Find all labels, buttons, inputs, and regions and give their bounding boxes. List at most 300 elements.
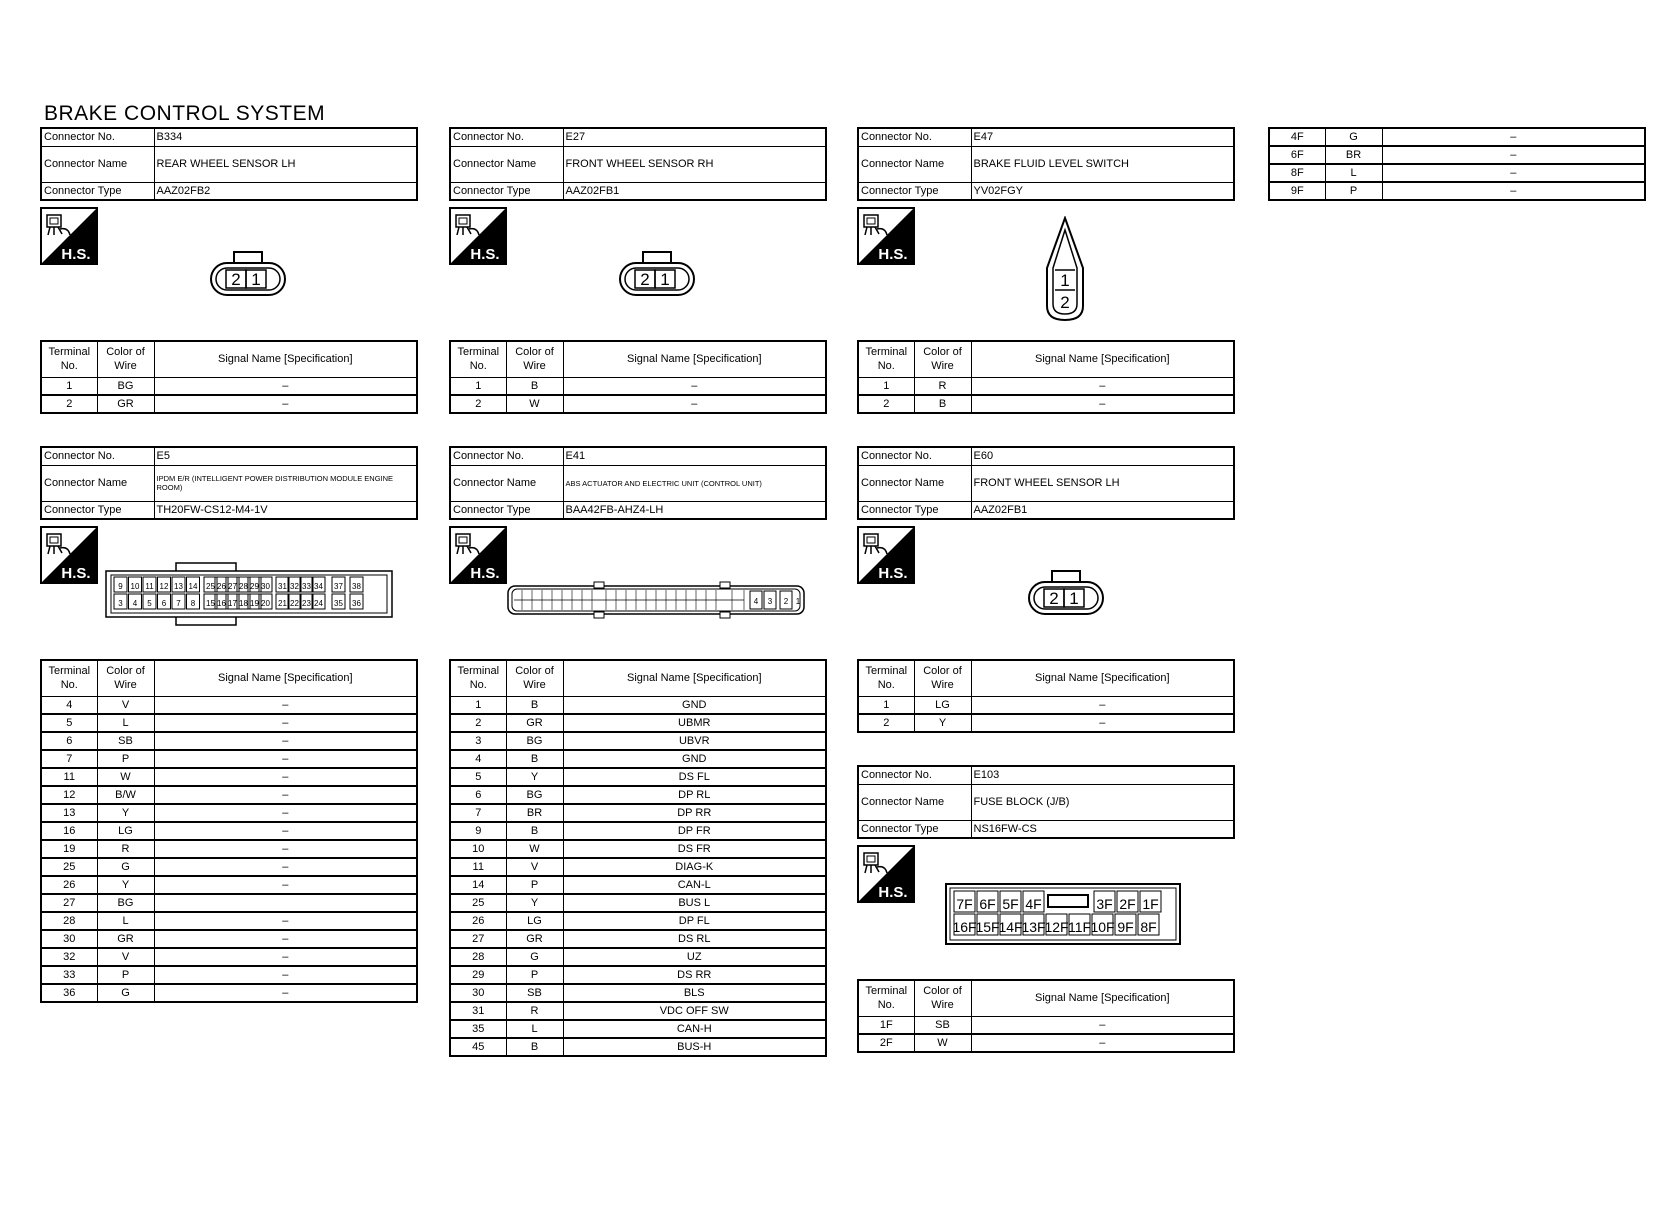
signal-name-cell: –: [154, 714, 417, 732]
cavity-label: 20: [261, 599, 270, 608]
table-row: [41, 912, 417, 930]
terminal-no-cell: 30: [41, 930, 97, 948]
terminal-no-cell: 5: [41, 714, 97, 732]
connector-no-label: Connector No.: [41, 128, 154, 146]
signal-name-cell: UBVR: [563, 732, 826, 750]
table-row: [450, 930, 826, 948]
terminal-no-cell: 1: [41, 377, 97, 395]
hs-label: H.S.: [878, 246, 908, 263]
connector-type-value: AAZ02FB2: [154, 182, 417, 200]
table-row: [41, 894, 417, 912]
pin-table-e27: [449, 340, 827, 414]
cavity-label: 1: [251, 270, 261, 289]
cavity-label: 11: [145, 582, 154, 591]
signal-name-header: Signal Name [Specification]: [563, 660, 826, 696]
terminal-no-header: Terminal No.: [41, 660, 97, 696]
terminal-no-header: Terminal No.: [450, 341, 506, 377]
table-row: [1269, 146, 1645, 164]
signal-name-header: Signal Name [Specification]: [563, 341, 826, 377]
cavity-label: 23: [302, 599, 311, 608]
wire-color-cell: G: [97, 984, 154, 1002]
terminal-no-cell: 33: [41, 966, 97, 984]
terminal-no-cell: 36: [41, 984, 97, 1002]
signal-name-header: Signal Name [Specification]: [971, 341, 1234, 377]
table-row: [41, 984, 417, 1002]
cavity-label: 31: [278, 582, 287, 591]
table-row: [450, 840, 826, 858]
signal-name-cell: CAN-L: [563, 876, 826, 894]
cavity-label: 26: [217, 582, 226, 591]
terminal-no-cell: 9: [450, 822, 506, 840]
wire-color-cell: Y: [506, 894, 563, 912]
cavity-label: 10F: [1090, 919, 1115, 935]
signal-name-cell: DS RL: [563, 930, 826, 948]
pin-table-e60: [857, 659, 1235, 733]
signal-name-cell: DS RR: [563, 966, 826, 984]
cavity-label: 2: [231, 270, 241, 289]
terminal-no-cell: 2: [858, 395, 914, 413]
table-row: [41, 948, 417, 966]
table-row: [450, 1038, 826, 1056]
cavity-label: 29: [250, 582, 259, 591]
cavity-label: 4: [132, 599, 138, 608]
signal-name-cell: –: [154, 395, 417, 413]
connector-face-e60: [1026, 568, 1106, 618]
cavity-label: 1: [660, 270, 670, 289]
table-row: [41, 696, 417, 714]
wire-color-cell: L: [97, 714, 154, 732]
terminal-no-cell: 13: [41, 804, 97, 822]
cavity-label: 4F: [1025, 896, 1042, 912]
signal-name-cell: –: [154, 786, 417, 804]
terminal-no-cell: 8F: [1269, 164, 1325, 182]
connector-name-label: Connector Name: [41, 146, 154, 182]
connector-no-value: E5: [154, 447, 417, 465]
cavity-label: 7F: [956, 896, 973, 912]
signal-name-cell: GND: [563, 750, 826, 768]
cavity-label: 24: [314, 599, 323, 608]
connector-name-label: Connector Name: [450, 146, 563, 182]
cavity-label: 8F: [1140, 919, 1157, 935]
wire-color-cell: Y: [97, 804, 154, 822]
terminal-no-header: Terminal No.: [858, 980, 914, 1016]
connector-face-e27: [617, 249, 697, 299]
table-row: [41, 840, 417, 858]
color-of-wire-header: Color of Wire: [506, 660, 563, 696]
wire-color-cell: R: [97, 840, 154, 858]
hs-label: H.S.: [61, 246, 91, 263]
wire-color-cell: BG: [506, 786, 563, 804]
table-row: [41, 804, 417, 822]
signal-name-cell: DP FR: [563, 822, 826, 840]
table-row: [450, 768, 826, 786]
signal-name-header: Signal Name [Specification]: [971, 660, 1234, 696]
terminal-no-cell: 32: [41, 948, 97, 966]
signal-name-cell: UBMR: [563, 714, 826, 732]
cavity-label: 1: [1069, 589, 1079, 608]
signal-name-cell: –: [154, 948, 417, 966]
terminal-no-cell: 12: [41, 786, 97, 804]
terminal-table: [40, 340, 418, 414]
wire-color-cell: BR: [506, 804, 563, 822]
terminal-no-cell: 10: [450, 840, 506, 858]
table-row: [450, 1020, 826, 1038]
pin-table-e103: [857, 979, 1235, 1053]
table-row: [858, 395, 1234, 413]
connector-e47: [857, 127, 1235, 201]
table-row: [450, 858, 826, 876]
table-row: [450, 1002, 826, 1020]
terminal-no-cell: 11: [450, 858, 506, 876]
signal-name-cell: –: [154, 696, 417, 714]
signal-name-cell: BUS-H: [563, 1038, 826, 1056]
connector-type-label: Connector Type: [858, 182, 971, 200]
terminal-no-cell: 7: [450, 804, 506, 822]
color-of-wire-header: Color of Wire: [914, 341, 971, 377]
table-row: [450, 912, 826, 930]
table-row: [450, 804, 826, 822]
connector-no-label: Connector No.: [450, 447, 563, 465]
signal-name-cell: –: [563, 395, 826, 413]
wire-color-cell: SB: [97, 732, 154, 750]
signal-name-cell: –: [154, 822, 417, 840]
table-row: [450, 822, 826, 840]
wire-color-cell: G: [97, 858, 154, 876]
wire-color-cell: LG: [97, 822, 154, 840]
pin-table-e41: [449, 659, 827, 1057]
wire-color-cell: L: [1325, 164, 1382, 182]
wire-color-cell: B: [506, 822, 563, 840]
wire-color-cell: B: [506, 696, 563, 714]
signal-name-header: Signal Name [Specification]: [154, 341, 417, 377]
table-row: [858, 714, 1234, 732]
signal-name-cell: –: [154, 876, 417, 894]
wire-color-cell: P: [506, 966, 563, 984]
terminal-no-cell: 14: [450, 876, 506, 894]
terminal-no-cell: 1: [450, 696, 506, 714]
connector-name-label: Connector Name: [858, 146, 971, 182]
table-row: [41, 786, 417, 804]
signal-name-cell: GND: [563, 696, 826, 714]
terminal-no-cell: 2: [450, 714, 506, 732]
cavity-label: 6: [161, 599, 167, 608]
cavity-label: 22: [290, 599, 299, 608]
cavity-label: 37: [334, 582, 343, 591]
connector-info-table: [857, 127, 1235, 201]
cavity-label: 15F: [975, 919, 1000, 935]
signal-name-cell: –: [154, 966, 417, 984]
signal-name-cell: VDC OFF SW: [563, 1002, 826, 1020]
wire-color-cell: W: [914, 1034, 971, 1052]
table-row: [450, 714, 826, 732]
pin-table-b334: [40, 340, 418, 414]
table-row: [858, 696, 1234, 714]
wire-color-cell: V: [97, 696, 154, 714]
svg-text:4: 4: [753, 597, 759, 606]
table-row: [450, 696, 826, 714]
table-row: [41, 768, 417, 786]
terminal-no-header: Terminal No.: [858, 660, 914, 696]
terminal-no-header: Terminal No.: [450, 660, 506, 696]
color-of-wire-header: Color of Wire: [914, 980, 971, 1016]
wire-color-cell: Y: [914, 714, 971, 732]
signal-name-cell: DIAG-K: [563, 858, 826, 876]
connector-no-value: B334: [154, 128, 417, 146]
cavity-label: 32: [290, 582, 299, 591]
table-row: [41, 930, 417, 948]
wire-color-cell: LG: [914, 696, 971, 714]
harness-side-icon: [857, 845, 915, 903]
terminal-no-header: Terminal No.: [858, 341, 914, 377]
cavity-label: 11F: [1067, 919, 1092, 935]
harness-side-icon: [40, 207, 98, 265]
connector-name-label: Connector Name: [450, 465, 563, 501]
cavity-label: 34: [314, 582, 323, 591]
cavity-label: 14: [188, 582, 198, 591]
table-row: [41, 395, 417, 413]
table-row: [858, 1034, 1234, 1052]
wire-color-cell: BG: [97, 894, 154, 912]
connector-b334: [40, 127, 418, 201]
wire-color-cell: SB: [506, 984, 563, 1002]
harness-side-icon: [857, 526, 915, 584]
connector-name-label: Connector Name: [858, 784, 971, 820]
color-of-wire-header: Color of Wire: [97, 660, 154, 696]
table-row: [41, 966, 417, 984]
connector-name-value: FUSE BLOCK (J/B): [971, 784, 1234, 820]
cavity-label: 16F: [952, 919, 977, 935]
cavity-label: 9: [118, 582, 123, 591]
e103-continued-terminal-table: [1268, 127, 1646, 201]
cavity-label: 3F: [1096, 896, 1113, 912]
terminal-no-cell: 27: [450, 930, 506, 948]
table-row: [450, 786, 826, 804]
terminal-no-cell: 25: [450, 894, 506, 912]
connector-info-table: [449, 127, 827, 201]
cavity-label: 17: [228, 599, 237, 608]
wire-color-cell: L: [506, 1020, 563, 1038]
terminal-no-cell: 7: [41, 750, 97, 768]
wire-color-cell: SB: [914, 1016, 971, 1034]
terminal-no-cell: 2F: [858, 1034, 914, 1052]
cavity-label: 19: [250, 599, 259, 608]
signal-name-header: Signal Name [Specification]: [971, 980, 1234, 1016]
signal-name-cell: –: [1382, 164, 1645, 182]
wire-color-cell: B: [506, 1038, 563, 1056]
signal-name-cell: –: [1382, 128, 1645, 146]
terminal-table: [857, 340, 1235, 414]
signal-name-cell: –: [971, 696, 1234, 714]
cavity-label: 2: [1049, 589, 1059, 608]
cavity-label: 3: [118, 599, 123, 608]
page-title: BRAKE CONTROL SYSTEM: [44, 102, 326, 125]
terminal-no-cell: 1: [858, 377, 914, 395]
cavity-label: 33: [302, 582, 311, 591]
terminal-no-cell: 30: [450, 984, 506, 1002]
connector-no-label: Connector No.: [450, 128, 563, 146]
terminal-no-cell: 11: [41, 768, 97, 786]
connector-no-label: Connector No.: [858, 128, 971, 146]
connector-name-value: FRONT WHEEL SENSOR RH: [563, 146, 826, 182]
terminal-no-cell: 6F: [1269, 146, 1325, 164]
cavity-label: 1: [1060, 271, 1070, 290]
table-row: [858, 1016, 1234, 1034]
terminal-table: [40, 659, 418, 1003]
cavity-label: 21: [278, 599, 287, 608]
cavity-label: 35: [334, 599, 343, 608]
connector-name-value: FRONT WHEEL SENSOR LH: [971, 465, 1234, 501]
signal-name-cell: –: [154, 930, 417, 948]
signal-name-cell: BUS L: [563, 894, 826, 912]
connector-no-value: E60: [971, 447, 1234, 465]
signal-name-cell: –: [154, 377, 417, 395]
signal-name-cell: –: [971, 377, 1234, 395]
svg-text:2: 2: [783, 597, 789, 606]
terminal-table: [857, 659, 1235, 733]
connector-face-e47: [1043, 216, 1087, 322]
wire-color-cell: GR: [97, 395, 154, 413]
hs-label: H.S.: [470, 246, 500, 263]
connector-type-label: Connector Type: [858, 501, 971, 519]
terminal-no-cell: 31: [450, 1002, 506, 1020]
cavity-label: 16: [217, 599, 226, 608]
signal-name-cell: –: [1382, 182, 1645, 200]
table-row: [450, 948, 826, 966]
terminal-no-cell: 28: [450, 948, 506, 966]
terminal-no-cell: 2: [450, 395, 506, 413]
signal-name-cell: DP RL: [563, 786, 826, 804]
table-row: [41, 876, 417, 894]
connector-no-label: Connector No.: [858, 447, 971, 465]
wire-color-cell: P: [97, 966, 154, 984]
wire-color-cell: P: [506, 876, 563, 894]
cavity-label: 7: [176, 599, 181, 608]
connector-e60: [857, 446, 1235, 520]
connector-e5: [40, 446, 418, 520]
cavity-label: 15: [206, 599, 215, 608]
table-row: [450, 732, 826, 750]
wire-color-cell: Y: [97, 876, 154, 894]
signal-name-cell: –: [154, 804, 417, 822]
table-row: [41, 750, 417, 768]
table-row: [1269, 128, 1645, 146]
signal-name-header: Signal Name [Specification]: [154, 660, 417, 696]
terminal-no-cell: 25: [41, 858, 97, 876]
signal-name-cell: –: [154, 984, 417, 1002]
color-of-wire-header: Color of Wire: [914, 660, 971, 696]
hs-label: H.S.: [878, 565, 908, 582]
cavity-label: 12: [159, 582, 169, 591]
terminal-no-cell: 29: [450, 966, 506, 984]
terminal-no-cell: 6: [450, 786, 506, 804]
cavity-label: 9F: [1117, 919, 1134, 935]
wire-color-cell: W: [506, 840, 563, 858]
table-row: [41, 858, 417, 876]
cavity-label: 8: [190, 599, 196, 608]
connector-name-value: BRAKE FLUID LEVEL SWITCH: [971, 146, 1234, 182]
svg-text:1: 1: [795, 597, 801, 606]
connector-type-label: Connector Type: [41, 501, 154, 519]
connector-face-e103: [944, 882, 1184, 946]
terminal-no-cell: 26: [41, 876, 97, 894]
table-row: [1269, 164, 1645, 182]
wire-color-cell: L: [97, 912, 154, 930]
cavity-label: 28: [239, 582, 248, 591]
terminal-no-cell: 4: [450, 750, 506, 768]
connector-info-table: [857, 446, 1235, 520]
wire-color-cell: BG: [506, 732, 563, 750]
harness-side-icon: [857, 207, 915, 265]
terminal-no-header: Terminal No.: [41, 341, 97, 377]
terminal-no-cell: 3: [450, 732, 506, 750]
signal-name-cell: –: [154, 768, 417, 786]
table-row: [450, 395, 826, 413]
terminal-no-cell: 4: [41, 696, 97, 714]
signal-name-cell: –: [154, 840, 417, 858]
table-row: [41, 822, 417, 840]
color-of-wire-header: Color of Wire: [97, 341, 154, 377]
wire-color-cell: GR: [506, 930, 563, 948]
connector-no-value: E41: [563, 447, 826, 465]
table-row: [41, 732, 417, 750]
table-row: [450, 876, 826, 894]
connector-e103: [857, 765, 1235, 839]
cavity-label: 5: [147, 599, 152, 608]
signal-name-cell: –: [971, 395, 1234, 413]
wire-color-cell: LG: [506, 912, 563, 930]
signal-name-cell: –: [971, 1016, 1234, 1034]
harness-side-icon: [40, 526, 98, 584]
cavity-label: 25: [206, 582, 215, 591]
wire-color-cell: W: [97, 768, 154, 786]
signal-name-cell: CAN-H: [563, 1020, 826, 1038]
wire-color-cell: G: [1325, 128, 1382, 146]
signal-name-cell: –: [154, 750, 417, 768]
connector-no-value: E27: [563, 128, 826, 146]
terminal-no-cell: 16: [41, 822, 97, 840]
table-row: [1269, 182, 1645, 200]
signal-name-cell: DS FR: [563, 840, 826, 858]
terminal-no-cell: 28: [41, 912, 97, 930]
terminal-no-cell: 26: [450, 912, 506, 930]
terminal-no-cell: 1: [450, 377, 506, 395]
wire-color-cell: B: [914, 395, 971, 413]
connector-no-label: Connector No.: [41, 447, 154, 465]
signal-name-cell: [154, 894, 417, 912]
connector-e27: [449, 127, 827, 201]
terminal-no-cell: 6: [41, 732, 97, 750]
cavity-label: 1F: [1142, 896, 1159, 912]
wire-color-cell: P: [97, 750, 154, 768]
table-row: [858, 377, 1234, 395]
wire-color-cell: P: [1325, 182, 1382, 200]
wire-color-cell: GR: [506, 714, 563, 732]
wire-color-cell: V: [97, 948, 154, 966]
terminal-no-cell: 2: [41, 395, 97, 413]
table-row: [450, 966, 826, 984]
terminal-no-cell: 45: [450, 1038, 506, 1056]
connector-no-value: E103: [971, 766, 1234, 784]
hs-label: H.S.: [878, 884, 908, 901]
signal-name-cell: DS FL: [563, 768, 826, 786]
wire-color-cell: Y: [506, 768, 563, 786]
signal-name-cell: UZ: [563, 948, 826, 966]
connector-info-table: [40, 127, 418, 201]
svg-text:3: 3: [767, 597, 773, 606]
terminal-no-cell: 35: [450, 1020, 506, 1038]
wire-color-cell: GR: [97, 930, 154, 948]
wire-color-cell: V: [506, 858, 563, 876]
